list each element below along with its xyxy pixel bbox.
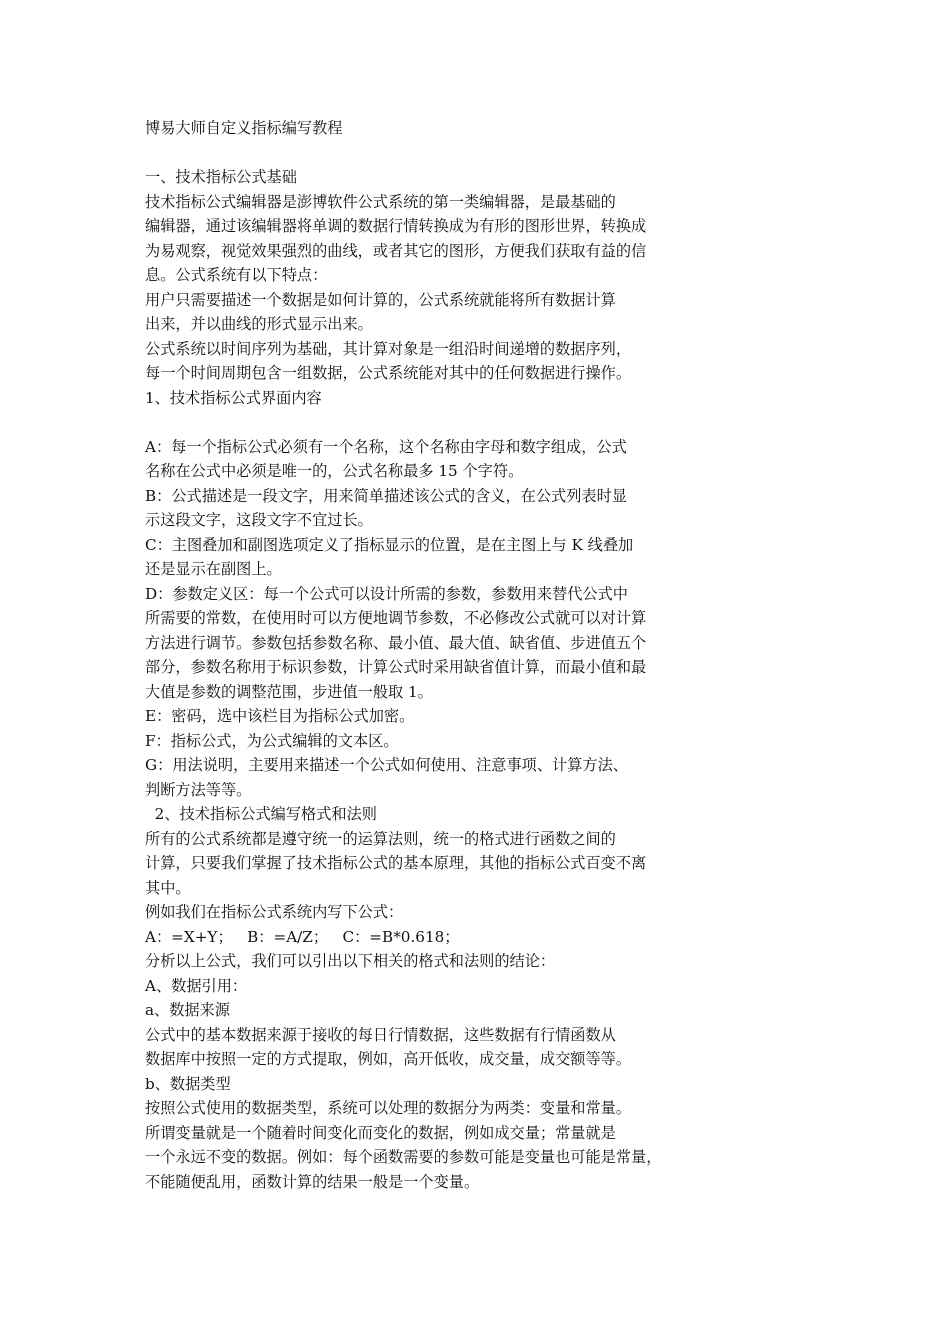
text-line: 部分，参数名称用于标识参数，计算公式时采用缺省值计算，而最小值和最 (145, 658, 647, 676)
text-line: 息。公式系统有以下特点： (145, 266, 328, 284)
text-line: 示这段文字，这段文字不宜过长。 (145, 511, 373, 529)
text-line: A、数据引用： (145, 976, 248, 995)
text-line: b、数据类型 (145, 1074, 231, 1093)
text-line: F：指标公式，为公式编辑的文本区。 (145, 731, 399, 750)
text-line: 为易观察，视觉效果强烈的曲线，或者其它的图形，方便我们获取有益的信 (145, 241, 647, 260)
text-line: 用户只需要描述一个数据是如何计算的，公式系统就能将所有数据计算 (145, 290, 616, 309)
text-line: A：每一个指标公式必须有一个名称，这个名称由字母和数字组成，公式 (145, 437, 627, 456)
text-line: 每一个时间周期包含一组数据，公式系统能对其中的任何数据进行操作。 (145, 364, 631, 382)
text-line: B：公式描述是一段文字，用来简单描述该公式的含义，在公式列表时显 (145, 486, 627, 505)
text-line: 不能随便乱用，函数计算的结果一般是一个变量。 (145, 1172, 480, 1191)
text-line: 数据库中按照一定的方式提取，例如，高开低收，成交量，成交额等等。 (145, 1050, 631, 1068)
text-line: C：主图叠加和副图选项定义了指标显示的位置，是在主图上与 K 线叠加 (145, 535, 634, 554)
text-line: D：参数定义区：每一个公式可以设计所需的参数，参数用来替代公式中 (145, 584, 628, 603)
text-line: 判断方法等等。 (145, 780, 252, 799)
text-line: a、数据来源 (145, 1001, 230, 1019)
text-line: 按照公式使用的数据类型，系统可以处理的数据分为两类：变量和常量。 (145, 1099, 631, 1117)
blank-line (145, 410, 725, 435)
text-line: 还是显示在副图上。 (145, 560, 282, 578)
document-lines (145, 165, 725, 1194)
document-body (145, 116, 725, 1194)
text-line: 名称在公式中必须是唯一的，公式名称最多 15 个字符。 (145, 462, 524, 480)
text-line: 出来，并以曲线的形式显示出来。 (145, 315, 373, 333)
text-line: 其中。 (145, 878, 191, 897)
text-line: 一个永远不变的数据。例如：每个函数需要的参数可能是变量也可能是常量， (145, 1148, 662, 1166)
text-line: 大值是参数的调整范围，步进值一般取 1。 (145, 682, 433, 701)
text-line: 例如我们在指标公式系统内写下公式： (145, 903, 404, 921)
text-line: G：用法说明，主要用来描述一个公式如何使用、注意事项、计算方法、 (145, 756, 628, 774)
text-line: 2、技术指标公式编写格式和法则 (145, 805, 377, 823)
text-line: 分析以上公式，我们可以引出以下相关的格式和法则的结论： (145, 952, 556, 970)
text-line: 技术指标公式编辑器是澎博软件公式系统的第一类编辑器，是最基础的 (145, 192, 616, 211)
text-line: 公式系统以时间序列为基础，其计算对象是一组沿时间递增的数据序列， (145, 339, 631, 358)
text-line: A：=X+Y； B：=A/Z； C：=B*0.618； (145, 927, 460, 946)
document-title: 博易大师自定义指标编写教程 (145, 119, 343, 137)
text-line: E：密码，选中该栏目为指标公式加密。 (145, 707, 415, 725)
text-line: 1、技术指标公式界面内容 (145, 388, 322, 407)
text-line: 编辑器，通过该编辑器将单调的数据行情转换成为有形的图形世界，转换成 (145, 217, 647, 235)
text-line: 所谓变量就是一个随着时间变化而变化的数据，例如成交量；常量就是 (145, 1123, 616, 1142)
text-line: 公式中的基本数据来源于接收的每日行情数据，这些数据有行情函数从 (145, 1025, 616, 1044)
text-line: 方法进行调节。参数包括参数名称、最小值、最大值、缺省值、步进值五个 (145, 633, 647, 652)
text-line: 所需要的常数，在使用时可以方便地调节参数，不必修改公式就可以对计算 (145, 609, 647, 627)
text-line: 所有的公式系统都是遵守统一的运算法则，统一的格式进行函数之间的 (145, 829, 616, 848)
text-line: 一、技术指标公式基础 (145, 168, 297, 186)
text-line: 计算，只要我们掌握了技术指标公式的基本原理，其他的指标公式百变不离 (145, 854, 647, 872)
